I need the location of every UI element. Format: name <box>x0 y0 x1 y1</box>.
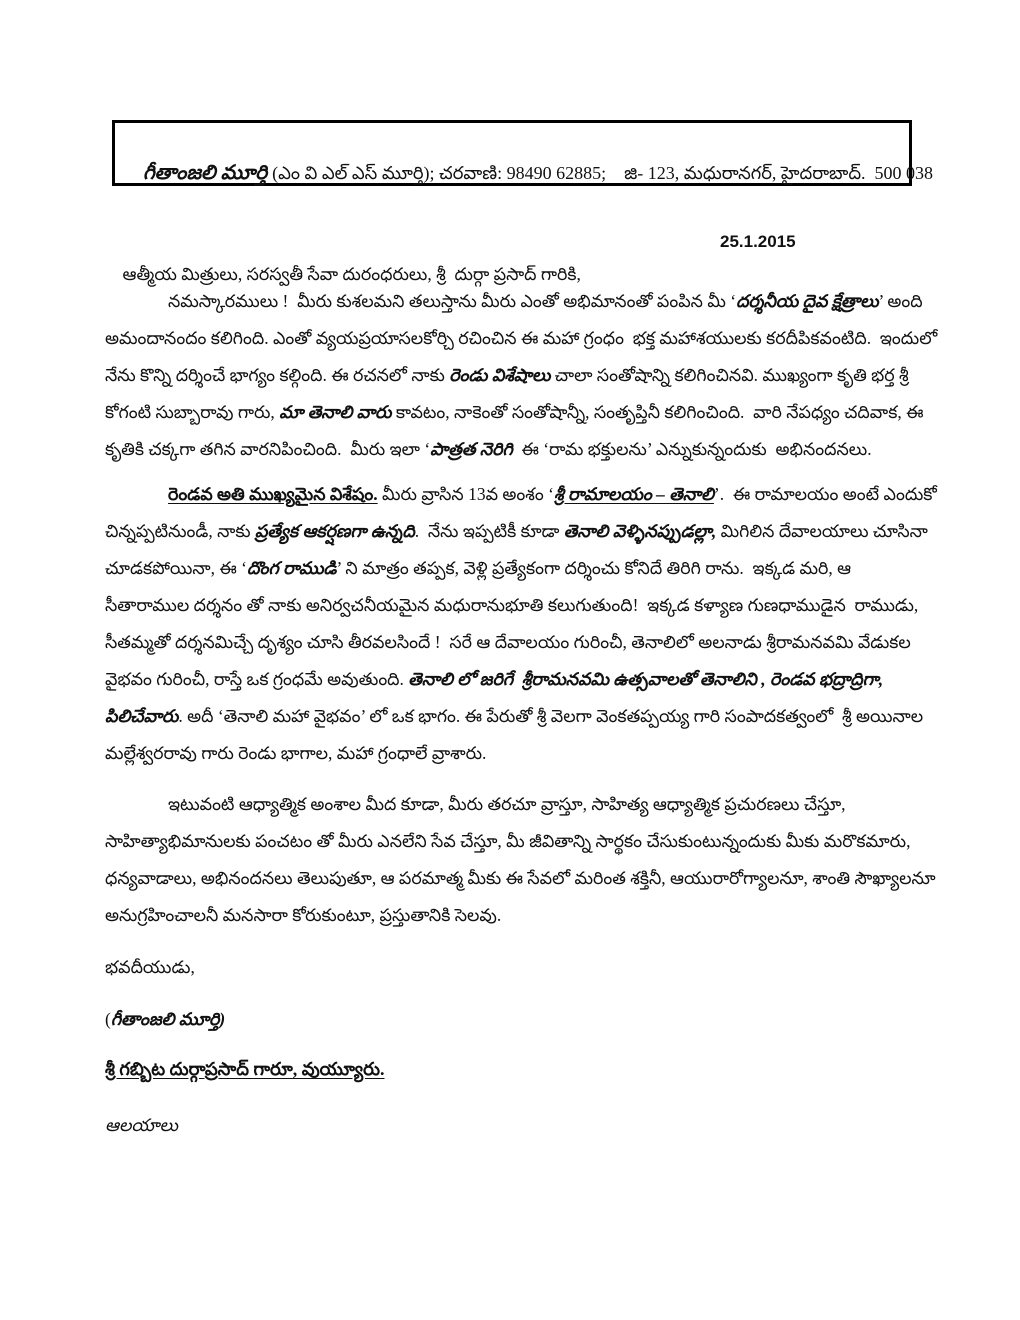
text-line <box>105 698 924 735</box>
text-line <box>105 476 937 513</box>
text-segment: ’ ని మాత్రం తప్పక, వెళ్లి ప్రత్యేకంగా దర్శించు కోనిదే తిరిగి రాను. ఇక్కడ మరి, ఆ <box>336 558 852 578</box>
letterhead-contact: (ఎం వి ఎల్ ఎస్ మూర్తి); చరవాణి: 98490 62885; జి- 123, మధురానగర్, హైదరాబాద్. 500 038 <box>272 163 934 183</box>
text-line <box>105 823 920 860</box>
text-segment: అనుగ్రహించాలనీ మనసారా కోరుకుంటూ, ప్రస్తుతానికి సెలవు. <box>105 905 502 925</box>
text-segment: ’. ఈ రామాలయం అంటే ఎందుకో <box>713 484 937 504</box>
text-segment: కోగంటి సుబ్బారావు గారు, <box>105 402 280 422</box>
text-segment: భవదీయుడు, <box>105 957 195 977</box>
letterhead-name: గీతాంజలి మూర్తి <box>143 162 273 184</box>
text-segment: ( <box>105 1009 111 1029</box>
text-line <box>105 513 928 550</box>
text-segment: సీతారాముల దర్శనం తో నాకు అనిర్వచనీయమైన మధురానుభూతి కలుగుతుంది! ఇక్కడ కళ్యాణ గుణధాముడైన రాముడు, <box>105 595 919 615</box>
text-segment: సీతమ్మతో దర్శనమిచ్చే దృశ్యం చూసి తీరవలసిందే ! సరే ఆ దేవాలయం గురించీ, తెనాలిలో అలనాడు శ్రీరామనవమి వేడుకల <box>105 632 911 652</box>
text-segment: రెండు విశేషాలు <box>449 365 551 385</box>
text-segment: . అదీ ‘తెనాలి మహా వైభవం’ లో ఒక భాగం. ఈ పేరుతో శ్రీ వెలగా వెంకతప్పయ్య గారి సంపాదకత్వంలో శ్రీ అయినాల <box>178 706 924 726</box>
addressee-line <box>105 1054 385 1084</box>
text-line <box>105 357 920 394</box>
text-segment: తెనాలి వెళ్ళినప్పుడల్లా, <box>563 521 717 541</box>
text-segment: రెండవ అతి ముఖ్యమైన విశేషం. <box>168 484 378 504</box>
text-segment: . నేను ఇప్పటికీ కూడా <box>414 521 564 541</box>
text-segment: ధన్యవాడాలు, అభినందనలు తెలుపుతూ, ఆ పరమాత్మ మీకు ఈ సేవలో మరింత శక్తినీ, ఆయురారోగ్యాలనూ, శాంతి సౌఖ్యాలనూ <box>105 868 936 888</box>
text-line <box>105 283 923 320</box>
text-segment: మల్లేశ్వరరావు గారు రెండు భాగాల, మహా గ్రంధాలే వ్రాశారు. <box>105 743 487 763</box>
body-paragraph-3 <box>105 786 936 934</box>
text-segment: దొంగ రాముడి <box>246 558 337 578</box>
body-paragraph-1 <box>105 283 938 468</box>
text-segment: శ్రీ రామాలయం – తెనాలి <box>554 484 714 504</box>
text-line <box>105 897 920 934</box>
text-line <box>105 735 920 772</box>
text-segment: చాలా సంతోషాన్ని కలిగించినవి. ముఖ్యంగా కృతి భర్త శ్రీ <box>550 365 909 385</box>
postscript-note <box>105 1110 178 1140</box>
text-segment: దర్శనీయ దైవ క్షేత్రాలు <box>736 291 879 311</box>
text-segment: ఈ ‘రామ భక్తులను’ ఎన్నుకున్నందుకు అభినందనలు. <box>512 439 872 459</box>
text-segment: వైభవం గురించీ, రాస్తే ఒక గ్రంధమే అవుతుంది. <box>105 669 409 689</box>
text-line <box>105 587 920 624</box>
text-line <box>105 394 924 431</box>
text-segment: పిలిచేవారు <box>105 706 179 726</box>
body-paragraph-2 <box>105 476 937 772</box>
text-line <box>105 431 920 468</box>
text-segment: ప్రత్యేక ఆకర్షణగా ఉన్నది <box>254 521 415 541</box>
text-segment: గీతాంజలి మూర్తి) <box>110 1009 226 1029</box>
text-segment: నేను కొన్ని దర్శించే భాగ్యం కల్గింది. ఈ రచనలో నాకు <box>105 365 450 385</box>
text-line <box>105 624 920 661</box>
text-segment: చిన్నప్పటినుండీ, నాకు <box>105 521 255 541</box>
text-segment: తెనాలి లో జరిగే శ్రీరామనవమి ఉత్సవాలతో తెనాలిని , రెండవ భద్రాద్రిగా, <box>408 669 884 689</box>
text-segment: కావటం, నాకెంతో సంతోషాన్నీ, సంతృప్తినీ కలిగించింది. వారి నేపధ్యం చదివాక, ఈ <box>391 402 924 422</box>
text-segment: ఇటువంటి ఆధ్యాత్మిక అంశాల మీద కూడా, మీరు తరచూ వ్రాస్తూ, సాహిత్య ఆధ్యాత్మిక ప్రచురణలు చేస్తూ, <box>168 794 846 814</box>
text-segment: ’ అంది <box>878 291 923 311</box>
text-line <box>105 320 938 357</box>
salutation-text: ఆత్మీయ మిత్రులు, సరస్వతీ సేవా దురంధరులు, శ్రీ దుర్గా ప్రసాద్ గారికి, <box>122 264 581 284</box>
text-line <box>105 550 920 587</box>
text-line <box>105 661 920 698</box>
text-segment: పాత్రత నెరిగి <box>430 439 513 459</box>
letter-date: 25.1.2015 <box>720 232 796 251</box>
text-segment: మా తెనాలి వారు <box>279 402 392 422</box>
text-segment: చూడకపోయినా, ఈ ‘ <box>105 558 247 578</box>
text-segment: కృతికి చక్కగా తగిన వారనిపించింది. మీరు ఇలా ‘ <box>105 439 431 459</box>
text-segment: అమందానందం కలిగింది. ఎంతో వ్యయప్రయాసలకోర్చి రచించిన ఈ మహా గ్రంధం భక్త మహాశయులకు కరదీపికవంటిది. ఇందులో <box>105 328 938 348</box>
text-segment: మీరు వ్రాసిన 13వ అంశం ‘ <box>377 484 554 504</box>
text-segment: శ్రీ గబ్బిట దుర్గాప్రసాద్ గారూ, వుయ్యూరు. <box>105 1059 385 1079</box>
text-segment: సాహిత్యాభిమానులకు పంచటం తో మీరు ఎనలేని సేవ చేస్తూ, మీ జీవితాన్ని సార్థకం చేసుకుంటున్నందుకు మీకు మరొకమారు, <box>105 831 911 851</box>
letterhead-box <box>112 120 934 186</box>
valediction <box>105 952 195 982</box>
text-line <box>105 860 936 897</box>
text-segment: మిగిలిన దేవాలయాలు చూసినా <box>716 521 928 541</box>
text-segment: ఆలయాలు <box>105 1115 178 1135</box>
signature-name <box>105 1004 225 1034</box>
text-line <box>105 786 920 823</box>
text-segment: నమస్కారములు ! మీరు కుశలమని తలుస్తాను మీరు ఎంతో అభిమానంతో పంపిన మీ ‘ <box>168 291 737 311</box>
